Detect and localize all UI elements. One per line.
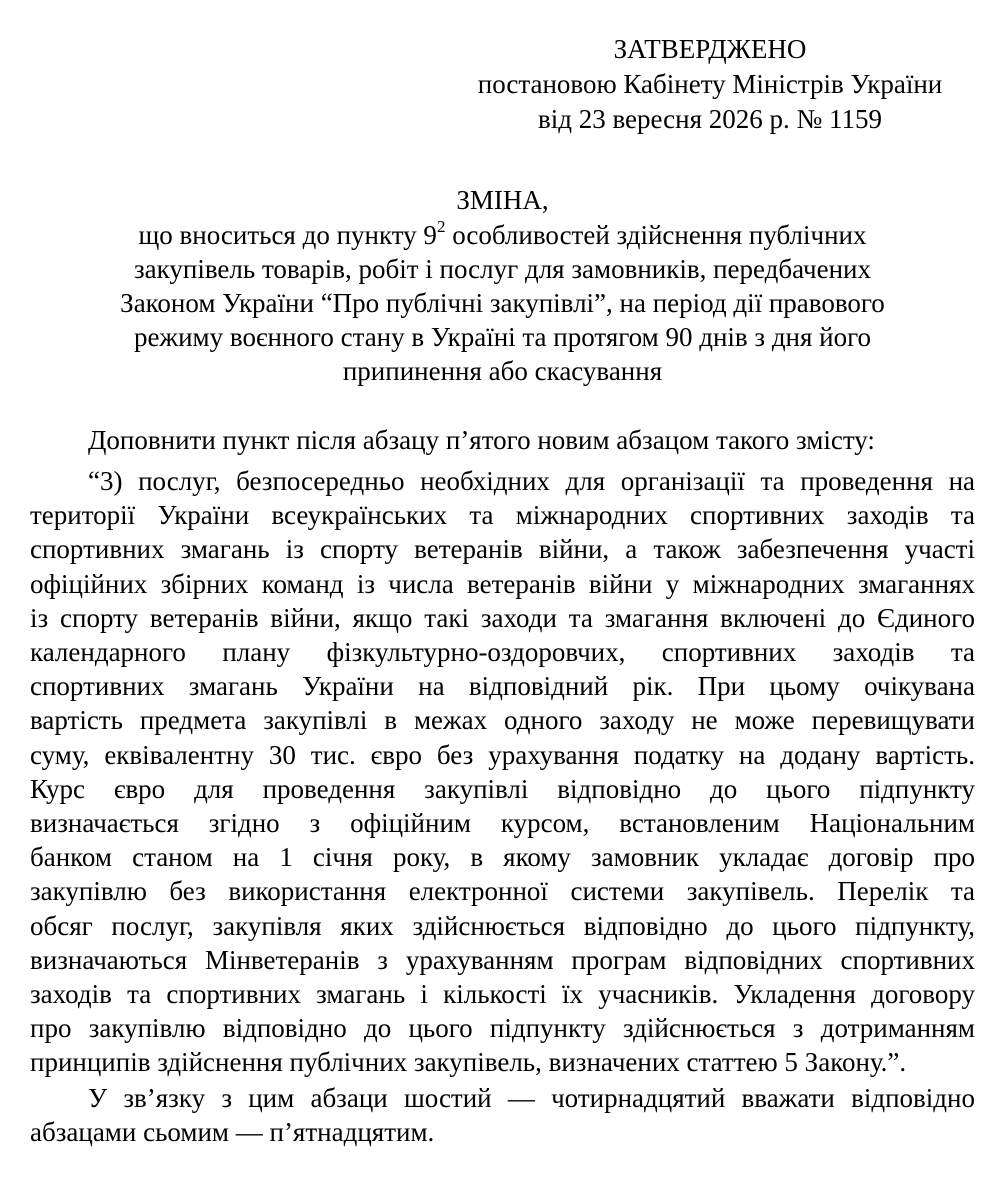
amendment-line: закупівлю без використання електронної системи закупівель. Перелік та <box>30 876 975 907</box>
title-line-5: припинення або скасування <box>342 356 663 386</box>
title-line-1-start: що вноситься до пункту 9 <box>138 220 437 250</box>
document-title <box>30 183 975 388</box>
amendment-line: Курс євро для проведення закупівлі відповідно до цього підпункту <box>30 773 975 804</box>
approval-date: від 23 вересня 2026 р. № 1159 <box>537 104 883 134</box>
amendment-line: “3) послуг, безпосередньо необхідних для організації та проведення на <box>88 466 975 496</box>
amendment-line: суму, еквівалентну 30 тис. євро без урахування податку на додану вартість. <box>30 739 975 770</box>
amendment-line: спортивних змагань України на відповідний рік. При цьому очікувана <box>30 671 975 702</box>
amendment-line: принципів здійснення публічних закупівель, визначених статтею 5 Закону.”. <box>30 1047 907 1078</box>
amendment-line: заходів та спортивних змагань і кількості їх учасників. Укладення договору <box>30 979 975 1010</box>
intro-paragraph: Доповнити пункт після абзацу п’ятого новим абзацом такого змісту: <box>88 425 875 455</box>
title-superscript: 2 <box>436 217 446 236</box>
amendment-line: вартість предмета закупівлі в межах одного заходу не може перевищувати <box>30 705 975 736</box>
approval-authority: постановою Кабінету Міністрів України <box>477 69 943 99</box>
amendment-line: банком станом на 1 січня року, в якому замовник укладає договір про <box>30 842 975 873</box>
amendment-paragraph <box>30 464 975 1080</box>
amendment-line: визначаються Мінветеранів з урахуванням програм відповідних спортивних <box>30 944 975 975</box>
title-line-2: закупівель товарів, робіт і послуг для замовників, передбачених <box>134 254 871 284</box>
renumbering-line: абзацами сьомим — п’ятнадцятим. <box>30 1117 435 1148</box>
title-line-1-end: особливостей здійснення публічних <box>445 220 867 250</box>
amendment-line: про закупівлю відповідно до цього підпункту здійснюється з дотриманням <box>30 1013 975 1044</box>
renumbering-paragraph <box>30 1081 975 1149</box>
title-line-4: режиму воєнного стану в Україні та протягом 90 днів з дня його <box>133 322 872 352</box>
amendment-line: визначається згідно з офіційним курсом, встановленим Національним <box>30 808 975 839</box>
approval-stamp <box>440 32 980 137</box>
renumbering-line: У зв’язку з цим абзаци шостий — чотирнадцятий вважати відповідно <box>88 1083 975 1113</box>
amendment-line: календарного плану фізкультурно-оздоровчих, спортивних заходів та <box>30 637 975 668</box>
title-line-1 <box>30 218 975 252</box>
amendment-line: із спорту ветеранів війни, якщо такі заходи та змагання включені до Єдиного <box>30 602 975 633</box>
approval-heading: ЗАТВЕРДЖЕНО <box>613 34 807 64</box>
amendment-line: офіційних збірних команд із числа ветеранів війни у міжнародних змаганнях <box>30 568 975 599</box>
title-line-3: Законом України “Про публічні закупівлі”, на період дії правового <box>120 288 885 318</box>
title-heading: ЗМІНА, <box>456 185 549 215</box>
amendment-line: спортивних змагань із спорту ветеранів війни, а також забезпечення участі <box>30 534 975 565</box>
amendment-line: обсяг послуг, закупівля яких здійснюється відповідно до цього підпункту, <box>30 910 975 941</box>
amendment-line: території України всеукраїнських та міжнародних спортивних заходів та <box>30 500 975 531</box>
